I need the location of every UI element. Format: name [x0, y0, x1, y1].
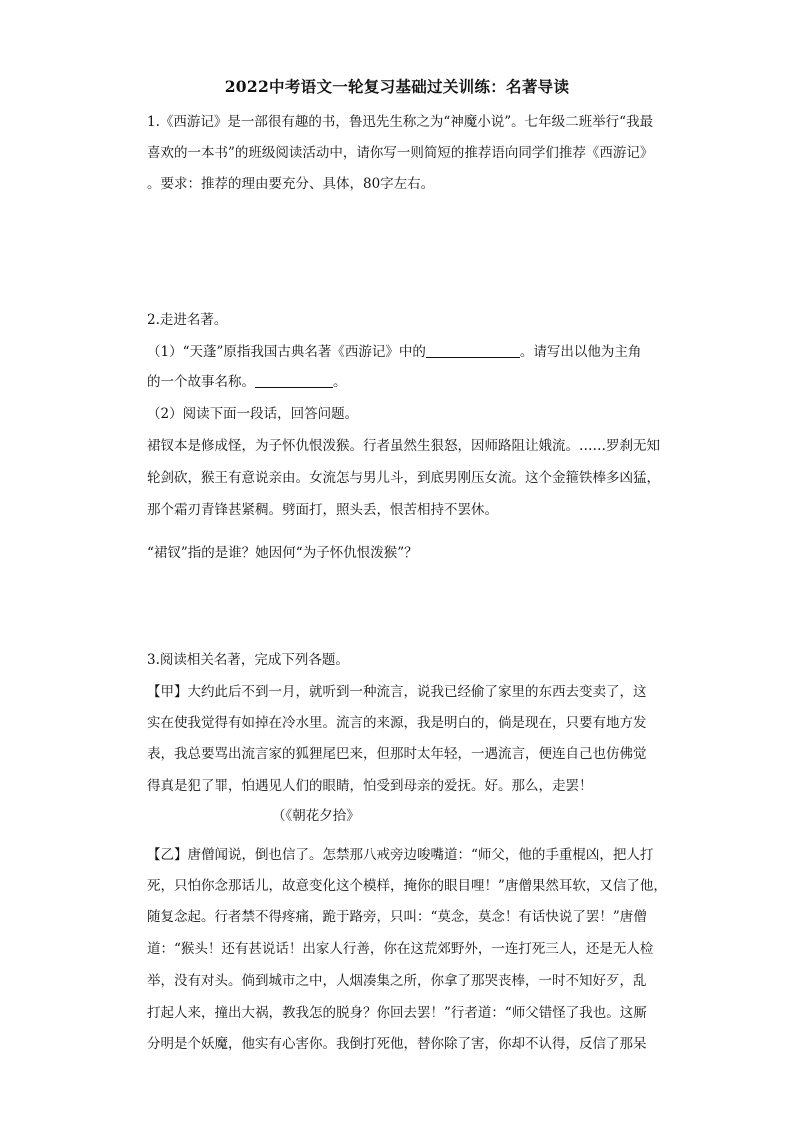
q1-line: 喜欢的一本书”的班级阅读活动中，请你写一则简短的推荐语向同学们推荐《西游记》: [147, 145, 654, 161]
q2-sub1-line2: [147, 372, 347, 392]
jia-source: （《朝花夕拾》: [272, 808, 360, 824]
yi-line: 随复念起。行者禁不得疼痛，跪于路旁，只叫：“莫念，莫念！有话快说了罢！”唐僧: [147, 909, 647, 925]
q2-sub1-text: （1）“天蓬”原指我国古典名著《西游记》中的: [147, 344, 426, 360]
q2-sub2: （2）阅读下面一段话，回答问题。: [147, 406, 359, 422]
q1-line: 1.《西游记》是一部很有趣的书，鲁迅先生称之为“神魔小说”。七年级二班举行“我最: [147, 114, 654, 130]
q3-heading: 3.阅读相关名著，完成下列各题。: [147, 652, 349, 668]
q2-sub1-text: 。: [333, 374, 347, 390]
jia-line: 表，我总要骂出流言家的狐狸尾巴来，但那时太年轻，一遇流言，便连自己也仿佛觉: [147, 746, 647, 762]
jia-line: 得真是犯了罪，怕遇见人们的眼睛，怕受到母亲的爱抚。好。那么，走罢！: [147, 778, 593, 794]
yi-line: 举，没有对头。倘到城市之中，人烟凑集之所，你拿了那哭丧棒，一时不知好歹，乱: [147, 973, 647, 989]
page-title: 2022中考语文一轮复习基础过关训练：名著导读: [224, 77, 570, 96]
q2-question: “裙钗”指的是谁？她因何“为子怀仇恨泼猴”？: [147, 545, 418, 561]
answer-blank[interactable]: [426, 343, 520, 358]
jia-line: 【甲】大约此后不到一月，就听到一种流言，说我已经偷了家里的东西去变卖了，这: [147, 684, 647, 700]
yi-line: 【乙】唐僧闻说，倒也信了。怎禁那八戒旁边唆嘴道：“师父，他的手重棍凶，把人打: [147, 847, 654, 863]
q2-sub1-text: 。请写出以他为主角: [519, 344, 642, 360]
answer-blank[interactable]: [255, 373, 333, 388]
q2-sub1-line1: [147, 342, 641, 362]
q2-heading: 2.走进名著。: [147, 312, 228, 328]
passage-line: 那个霜刃青锋甚紧稠。劈面打，照头丢，恨苦相持不罢休。: [147, 502, 498, 518]
yi-line: 分明是个妖魔，他实有心害你。我倒打死他，替你除了害，你却不认得，反信了那呆: [147, 1036, 647, 1052]
passage-line: 轮剑砍，猴王有意说亲由。女流怎与男儿斗，到底男刚压女流。这个金箍铁棒多凶猛，: [147, 470, 660, 486]
passage-line: 裙钗本是修成怪，为子怀仇恨泼猴。行者虽然生狠怒，因师路阻让娥流。……罗刹无知: [147, 438, 660, 454]
yi-line: 打起人来，撞出大祸，教我怎的脱身？你回去罢！”行者道：“师父错怪了我也。这厮: [147, 1005, 647, 1021]
yi-line: 死，只怕你念那话儿，故意变化这个模样，掩你的眼目哩！”唐僧果然耳软，又信了他，: [147, 878, 667, 894]
q2-sub1-text: 的一个故事名称。: [147, 374, 255, 390]
jia-line: 实在使我觉得有如掉在冷水里。流言的来源，我是明白的，倘是现在，只要有地方发: [147, 715, 647, 731]
q1-line: 。要求：推荐的理由要充分、具体，80字左右。: [147, 176, 435, 192]
yi-line: 道：“猴头！还有甚说话！出家人行善，你在这荒郊野外，一连打死三人，还是无人检: [147, 941, 654, 957]
